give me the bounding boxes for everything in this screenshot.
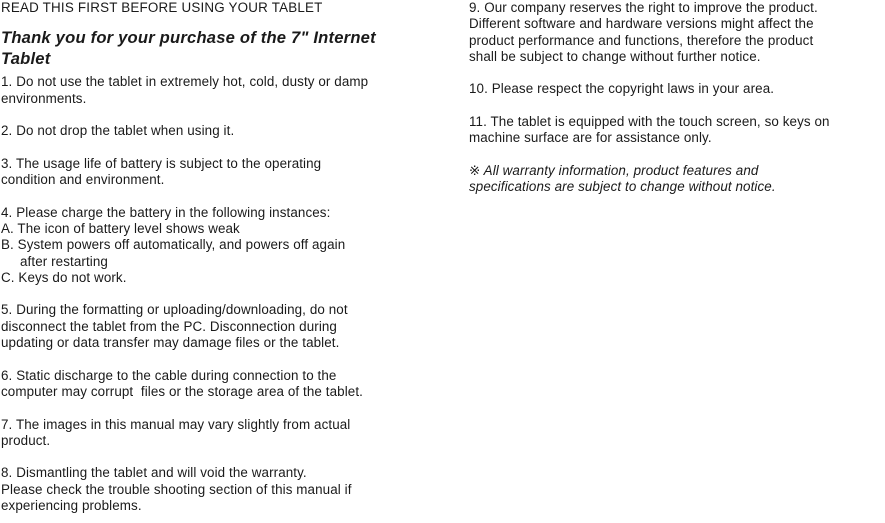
text-line: C. Keys do not work. <box>1 269 127 285</box>
instruction-4 <box>1 205 441 286</box>
title-line: Tablet <box>1 48 51 68</box>
instruction-1 <box>1 74 441 107</box>
text-line: machine surface are for assistance only. <box>469 130 712 146</box>
text-line: A. The icon of battery level shows weak <box>1 220 240 236</box>
text-line: product. <box>1 432 51 448</box>
text-line: 3. The usage life of battery is subject to the operating <box>1 155 322 171</box>
text-line: experiencing problems. <box>1 498 142 514</box>
text-line: B. System powers off automatically, and powers off again <box>1 237 346 253</box>
text-line: 11. The tablet is equipped with the touch screen, so keys on <box>469 114 830 130</box>
instruction-3 <box>1 156 441 189</box>
text-line: 2. Do not drop the tablet when using it. <box>1 123 235 139</box>
right-column <box>469 0 885 196</box>
left-column <box>1 0 441 514</box>
title-line: Thank you for your purchase of the 7" Internet <box>1 28 376 48</box>
text-line: 7. The images in this manual may vary slightly from actual <box>1 416 351 432</box>
instruction-11 <box>469 114 885 147</box>
instruction-10 <box>469 81 885 97</box>
text-line: 9. Our company reserves the right to improve the product. <box>469 0 818 15</box>
text-line: condition and environment. <box>1 172 165 188</box>
text-line: 10. Please respect the copyright laws in your area. <box>469 81 775 97</box>
text-line: Please check the trouble shooting section of this manual if <box>1 481 352 497</box>
note-text: All warranty information, product features and <box>483 162 759 178</box>
text-line: specifications are subject to change without notice. <box>469 179 776 195</box>
text-line: environments. <box>1 90 87 106</box>
text-line: 8. Dismantling the tablet and will void the warranty. <box>1 465 307 481</box>
warranty-note <box>469 163 885 196</box>
text-line: disconnect the tablet from the PC. Disconnection during <box>1 318 337 334</box>
page-header: READ THIS FIRST BEFORE USING YOUR TABLET <box>1 0 323 15</box>
text-line <box>469 163 885 179</box>
instruction-7 <box>1 417 441 450</box>
instruction-5 <box>1 302 441 351</box>
instruction-8 <box>1 465 441 514</box>
instruction-2 <box>1 123 441 139</box>
text-line: computer may corrupt files or the storage area of the tablet. <box>1 383 363 399</box>
text-line: shall be subject to change without further notice. <box>469 48 761 64</box>
text-line: product performance and functions, therefore the product <box>469 32 814 48</box>
text-line: after restarting <box>20 253 108 269</box>
text-line: 6. Static discharge to the cable during connection to the <box>1 367 337 383</box>
text-line: 1. Do not use the tablet in extremely hot, cold, dusty or damp <box>1 74 369 90</box>
text-line: 4. Please charge the battery in the following instances: <box>1 204 331 220</box>
text-line: 5. During the formatting or uploading/downloading, do not <box>1 302 348 318</box>
text-line: Different software and hardware versions might affect the <box>469 16 814 32</box>
instruction-9 <box>469 0 885 65</box>
reference-mark-icon: ※ <box>469 162 481 178</box>
instruction-6 <box>1 368 441 401</box>
text-line: updating or data transfer may damage files or the tablet. <box>1 335 340 351</box>
page-title <box>1 28 441 69</box>
